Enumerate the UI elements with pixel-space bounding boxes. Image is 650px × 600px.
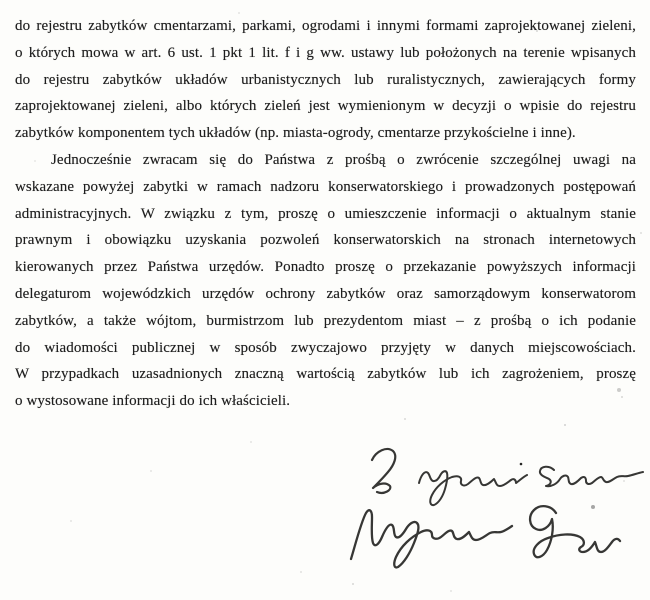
letter-body	[15, 13, 636, 415]
text-line: delegaturom wojewódzkich urzędów ochrony zabytków oraz samorządowym konserwatorom	[15, 285, 636, 302]
text-line: zabytków, a także wójtom, burmistrzom lub prezydentom miast – z prośbą o ich podanie	[15, 312, 636, 329]
text-line: Jednocześnie zwracam się do Państwa z prośbą o zwrócenie szczególnej uwagi na	[51, 151, 636, 168]
text-line: o wystosowane informacji do ich właścicieli.	[15, 393, 291, 410]
text-line: zabytków komponentem tych układów (np. miasta-ogrody, cmentarze przykościelne i inne).	[15, 125, 576, 142]
text-line: do rejestru zabytków układów urbanistycznych lub ruralistycznych, zawierających formy	[15, 71, 636, 88]
scan-noise	[0, 0, 2, 2]
stroke	[351, 510, 512, 567]
text-line: kierowanych przez Państwa urzędów. Ponadto proszę o przekazanie powyższych informacji	[15, 259, 636, 276]
handwritten-closing	[372, 449, 643, 505]
text-line: W przypadkach uzasadnionych znaczną wartością zabytków lub ich zagrożeniem, proszę	[15, 366, 636, 383]
ink-dot	[520, 463, 523, 466]
text-line: prawnym i obowiązku uzyskania pozwoleń konserwatorskich na stronach internetowych	[15, 232, 636, 249]
handwritten-signature	[351, 506, 620, 567]
text-line: o których mowa w art. 6 ust. 1 pkt 1 lit. f i g ww. ustawy lub położonych na terenie wpisanych	[15, 44, 636, 61]
stroke	[540, 467, 643, 486]
text-line: administracyjnych. W związku z tym, proszę o umieszczenie informacji o aktualnym stanie	[15, 205, 636, 222]
paragraph-1	[15, 13, 636, 147]
stroke	[372, 449, 395, 493]
text-line: do rejestru zabytków cmentarzami, parkami, ogrodami i innymi formami zaprojektowanej zieleni,	[15, 18, 636, 34]
text-line: do wiadomości publicznej w sposób zwyczajowo przyjęty w danych miejscowościach.	[15, 339, 636, 356]
paragraph-2	[15, 147, 636, 415]
text-line: wskazane powyżej zabytki w ramach nadzoru konserwatorskiego i prowadzonych postępowań	[15, 178, 636, 195]
text-line: zaprojektowanej zieleni, albo których zieleń jest wymienionym w decyzji o wpisie do rejestru	[15, 98, 636, 115]
stroke	[530, 506, 620, 557]
stroke	[419, 471, 527, 505]
